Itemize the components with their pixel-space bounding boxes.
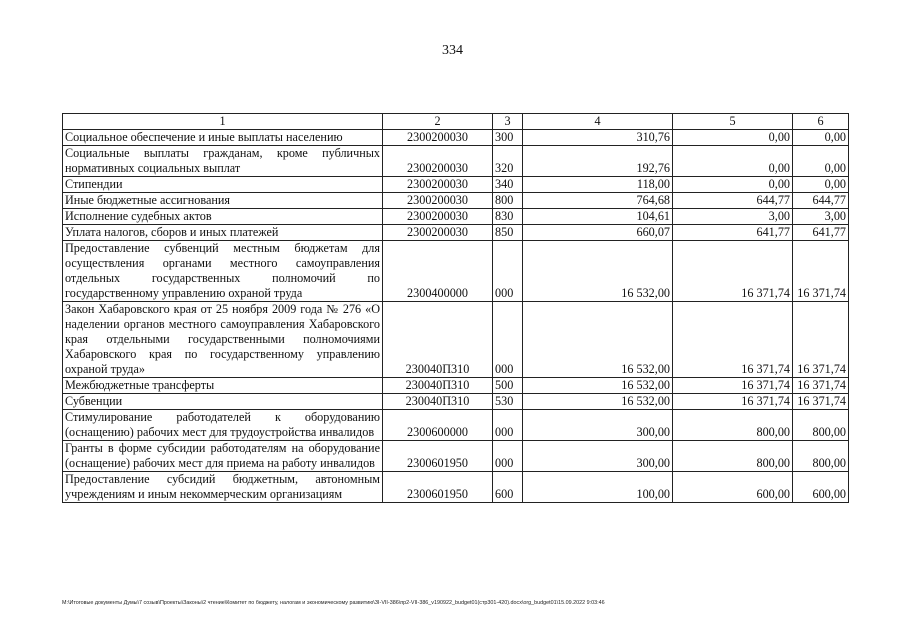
header-cell: 3 <box>493 114 523 130</box>
row-code-cell: 2300200030 <box>383 193 493 209</box>
row-type-cell: 530 <box>493 394 523 410</box>
header-cell: 1 <box>63 114 383 130</box>
row-value-cell: 660,07 <box>523 225 673 241</box>
row-value-cell: 100,00 <box>523 472 673 503</box>
header-cell: 5 <box>673 114 793 130</box>
budget-table <box>62 113 849 503</box>
row-name-cell: Предоставление субсидий бюджетным, автономным учреждениям и иным некоммерческим организациям <box>63 472 383 503</box>
row-value-cell: 0,00 <box>793 146 849 177</box>
row-value-cell: 16 371,74 <box>793 241 849 302</box>
row-type-cell: 000 <box>493 441 523 472</box>
row-value-cell: 0,00 <box>793 177 849 193</box>
row-value-cell: 800,00 <box>673 441 793 472</box>
row-value-cell: 310,76 <box>523 130 673 146</box>
row-name-cell: Социальные выплаты гражданам, кроме публичных нормативных социальных выплат <box>63 146 383 177</box>
row-value-cell: 800,00 <box>673 410 793 441</box>
row-value-cell: 104,61 <box>523 209 673 225</box>
row-type-cell: 000 <box>493 302 523 378</box>
row-type-cell: 850 <box>493 225 523 241</box>
row-value-cell: 3,00 <box>673 209 793 225</box>
row-code-cell: 2300200030 <box>383 177 493 193</box>
header-cell: 2 <box>383 114 493 130</box>
row-value-cell: 16 371,74 <box>793 302 849 378</box>
row-name-cell: Закон Хабаровского края от 25 ноября 2009 года № 276 «О наделении органов местного самоуправления Хабаровского края отдельными государственными полномочиями Хабаровского края по государственному управлению охраной труда» <box>63 302 383 378</box>
row-value-cell: 16 532,00 <box>523 302 673 378</box>
row-code-cell: 230040П310 <box>383 378 493 394</box>
row-type-cell: 500 <box>493 378 523 394</box>
row-name-cell: Уплата налогов, сборов и иных платежей <box>63 225 383 241</box>
table-header-row <box>63 114 849 130</box>
row-value-cell: 644,77 <box>673 193 793 209</box>
row-value-cell: 16 532,00 <box>523 394 673 410</box>
row-name-cell: Межбюджетные трансферты <box>63 378 383 394</box>
header-cell: 4 <box>523 114 673 130</box>
row-value-cell: 0,00 <box>673 146 793 177</box>
row-type-cell: 320 <box>493 146 523 177</box>
row-value-cell: 16 371,74 <box>673 302 793 378</box>
row-type-cell: 600 <box>493 472 523 503</box>
row-value-cell: 0,00 <box>673 130 793 146</box>
row-name-cell: Исполнение судебных актов <box>63 209 383 225</box>
row-name-cell: Предоставление субвенций местным бюджетам для осуществления органами местного самоуправления отдельных государственных полномочий по государственному управлению охраной труда <box>63 241 383 302</box>
row-code-cell: 2300200030 <box>383 146 493 177</box>
table-row <box>63 302 849 378</box>
row-value-cell: 16 371,74 <box>673 378 793 394</box>
header-cell: 6 <box>793 114 849 130</box>
row-value-cell: 644,77 <box>793 193 849 209</box>
row-code-cell: 2300200030 <box>383 209 493 225</box>
row-code-cell: 2300400000 <box>383 241 493 302</box>
row-name-cell: Гранты в форме субсидии работодателям на оборудование (оснащение) рабочих мест для приема на работу инвалидов <box>63 441 383 472</box>
row-value-cell: 16 371,74 <box>793 394 849 410</box>
row-value-cell: 16 371,74 <box>793 378 849 394</box>
row-value-cell: 0,00 <box>673 177 793 193</box>
row-name-cell: Стипендии <box>63 177 383 193</box>
row-value-cell: 800,00 <box>793 441 849 472</box>
row-code-cell: 2300200030 <box>383 130 493 146</box>
row-name-cell: Субвенции <box>63 394 383 410</box>
row-value-cell: 600,00 <box>793 472 849 503</box>
footer-file-path: M:\Итоговые документы Думы\7 созыв\Проекты\Законы\2 чтение\Комитет по бюджету, налогам и экономическому развитию\ЗI-VII-386\пр2-VII-386_v190922_budget01(стр301-420).docx\org_budget01\15.09.2022 9:03:46 <box>62 600 605 606</box>
row-value-cell: 641,77 <box>673 225 793 241</box>
row-type-cell: 800 <box>493 193 523 209</box>
row-name-cell: Иные бюджетные ассигнования <box>63 193 383 209</box>
row-value-cell: 0,00 <box>793 130 849 146</box>
table-row <box>63 472 849 503</box>
row-type-cell: 000 <box>493 410 523 441</box>
table-row <box>63 241 849 302</box>
row-code-cell: 2300200030 <box>383 225 493 241</box>
row-value-cell: 3,00 <box>793 209 849 225</box>
row-value-cell: 800,00 <box>793 410 849 441</box>
table-row <box>63 146 849 177</box>
table-row <box>63 225 849 241</box>
table-row <box>63 394 849 410</box>
table-row <box>63 378 849 394</box>
table-row <box>63 193 849 209</box>
row-code-cell: 230040П310 <box>383 394 493 410</box>
table-row <box>63 410 849 441</box>
row-code-cell: 230040П310 <box>383 302 493 378</box>
row-value-cell: 16 371,74 <box>673 241 793 302</box>
row-value-cell: 300,00 <box>523 441 673 472</box>
row-value-cell: 16 371,74 <box>673 394 793 410</box>
row-value-cell: 118,00 <box>523 177 673 193</box>
row-value-cell: 764,68 <box>523 193 673 209</box>
table-row <box>63 177 849 193</box>
row-value-cell: 641,77 <box>793 225 849 241</box>
row-name-cell: Стимулирование работодателей к оборудованию (оснащению) рабочих мест для трудоустройства инвалидов <box>63 410 383 441</box>
row-type-cell: 830 <box>493 209 523 225</box>
table-row <box>63 209 849 225</box>
page-number: 334 <box>442 43 463 58</box>
row-value-cell: 300,00 <box>523 410 673 441</box>
row-value-cell: 16 532,00 <box>523 378 673 394</box>
row-value-cell: 600,00 <box>673 472 793 503</box>
table-row <box>63 441 849 472</box>
row-code-cell: 2300600000 <box>383 410 493 441</box>
table-body <box>63 114 849 503</box>
row-type-cell: 340 <box>493 177 523 193</box>
row-code-cell: 2300601950 <box>383 441 493 472</box>
row-type-cell: 000 <box>493 241 523 302</box>
table-row <box>63 130 849 146</box>
row-name-cell: Социальное обеспечение и иные выплаты населению <box>63 130 383 146</box>
row-value-cell: 192,76 <box>523 146 673 177</box>
row-code-cell: 2300601950 <box>383 472 493 503</box>
row-type-cell: 300 <box>493 130 523 146</box>
row-value-cell: 16 532,00 <box>523 241 673 302</box>
